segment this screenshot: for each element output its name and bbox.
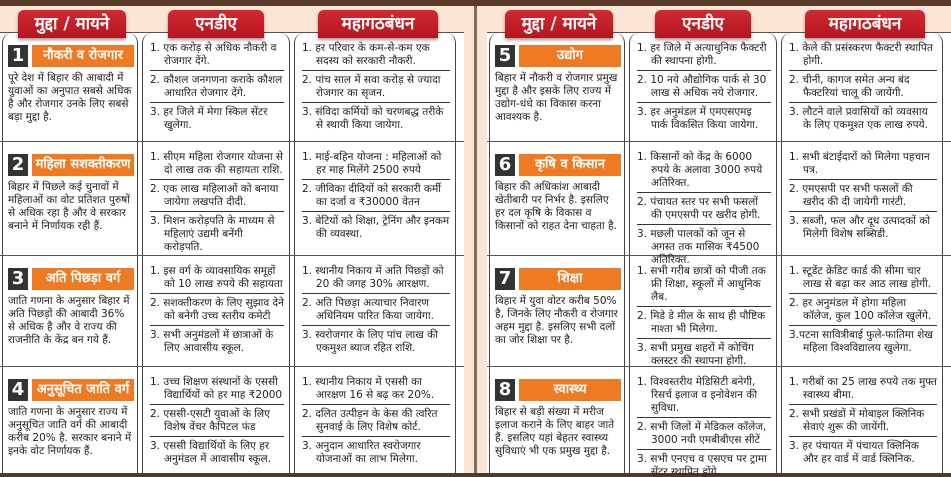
issue-row [0,367,464,474]
issue-description: बिहार में युवा वोटर करीब 50% है, जिनके लिए नौकरी व रोजगार अहम मुद्दा है. इसलिए सभी दलों का जोर शिक्षा पर है. [495,295,618,346]
promise-item: 1. सभी बंटाईदारों को मिलेगा पहचान पत्र. [789,150,937,180]
mahagathbandhan-promises [302,264,450,359]
promise-item: 1. विश्वस्तरीय मेडिसिटी बनेगी, रिसर्च इलाज व इनोवेशन की सुविधा. [637,375,771,418]
promise-item: 1. उच्च शिक्षण संस्थानों के एससी विद्यार्थियों को हर माह ₹2000 [150,375,284,405]
promise-item: 2. जीविका दीदियों को सरकारी कर्मी का दर्जा व ₹30000 वेतन [302,182,450,212]
promise-item: 3. मछली पालकों को जून से अगस्त तक मासिक ₹4500 अतिरिक्त. [637,228,760,266]
nda-promises [637,41,771,136]
issue-cell [8,268,134,347]
issue-title: नौकरी व रोजगार [32,45,134,67]
issue-title-bar [495,379,621,401]
issue-description: बिहार में नौकरी व रोजगार प्रमुख मुद्दा है और इसके लिए राज्य में उद्योग-धंधे का विकास करना आवश्यक है. [495,72,618,123]
promise-item: 1. किसानों को केंद्र के 6000 रुपये के अलावा 3000 रुपये अतिरिक्त. [637,150,771,193]
nda-promises [637,264,771,372]
issue-title: शिक्षा [519,268,621,290]
issue-cell [495,45,621,124]
promise-item: 3. अनुदान आधारित स्वरोजगार योजनाओं का लाभ मिलेगा. [302,440,421,465]
issue-title-bar [8,154,134,176]
nda-promises [150,150,284,258]
issue-number-badge: 4 [8,379,28,401]
mahagathbandhan-promises [302,41,450,136]
promise-item: 2. दलित उत्पीड़न के केस की त्वरित सुनवाई के लिए विशेष कोर्ट. [302,407,450,437]
issue-row [0,33,464,142]
issue-description: बिहार में पिछले कई चुनावों में महिलाओं का वोट प्रतिशत पुरुषों से अधिक रहा है और वे सरकार बनाने में निर्णायक रही हैं. [8,181,130,232]
issue-number-badge: 3 [8,268,28,290]
comparison-grid [487,32,951,477]
promise-item: 1. हर परिवार के कम-से-कम एक सदस्य को सरकारी नौकरी. [302,41,450,71]
promise-item: 2. सभी प्रखंडों में मोबाइल क्लिनिक सेवाएं शुरू की जायेंगी. [789,407,937,437]
comparison-grid [0,32,464,473]
promise-item: 2. पांच साल में सवा करोड़ से ज्यादा रोजगार का सृजन. [302,73,450,103]
promise-item: 2. चीनी, कागज समेत अन्य बंद फैक्टरियां चालू की जायेंगी. [789,73,937,103]
issue-title-bar [8,379,134,401]
issue-cell [495,379,621,458]
issue-title: महिला सशक्तीकरण [32,154,134,176]
nda-promises [637,375,771,477]
issue-row [487,367,951,477]
issue-title: उद्योग [519,45,621,67]
column-headers [487,8,951,38]
promise-item: 2. मिडे डे मील के साथ ही पौष्टिक नाश्ता भी मिलेगा. [637,309,771,339]
promise-item: 2. पंचायत स्तर पर सभी फसलों की एमएसपी पर खरीद होगी. [637,195,771,225]
promise-item: 3. हर पंचायत में पंचायत क्लिनिक और हर वार्ड में वार्ड क्लिनिक. [789,440,919,465]
promise-item: 1. इस वर्ग के व्यावसायिक समूहों को 10 लाख रुपये की सहायता [150,264,284,294]
promise-item: 1. गरीबों का 25 लाख रुपये तक मुफ्त स्वास्थ्य बीमा. [789,375,937,405]
issue-cell [8,154,134,233]
mahagathbandhan-promises [789,264,937,359]
nda-promises [637,150,771,271]
issue-description: बिहार से बड़ी संख्या में मरीज इलाज कराने के लिए बाहर जाते हैं. इसलिए यहां बेहतर स्वास्थ्य सुविधाएं भी एक प्रमुख मुद्दा है. [495,406,615,457]
right-panel [487,8,951,477]
issue-row [487,142,951,266]
issue-title: कृषि व किसान [519,154,621,176]
promise-item: 2. अति पिछड़ा अत्याचार निवारण अधिनियम पारित किया जायेगा. [302,296,450,326]
promise-item: 1. स्थानीय निकाय में अति पिछड़ों को 20 की जगह 30% आरक्षण. [302,264,450,294]
promise-item: 3. एससी विद्यार्थियों के लिए हर अनुमंडल में आवासीय स्कूल. [150,440,271,465]
promise-item: 3. मिशन करोड़पति के माध्यम से महिलाएं उद्यमी बनेंगी करोड़पति. [150,215,275,253]
issue-title: स्वास्थ्य [519,379,621,401]
issue-title-bar [495,268,621,290]
issue-cell [8,379,134,458]
promise-item: 2. हर अनुमंडल में होगा महिला कॉलेज, कुल 100 कॉलेज खुलेंगे. [789,296,937,326]
promise-item: 2. सशक्तीकरण के लिए सुझाव देने को बनेगी उच्च स्तरीय कमेटी [150,296,284,326]
issue-title-bar [495,154,621,176]
promise-item: 3. लौटने वाले प्रवासियों को व्यवसाय के लिए एकमुश्त एक लाख रुपये. [789,106,928,131]
nda-promises [150,41,284,136]
header-nda: एनडीए [168,10,264,38]
promise-item: 1. सीएम महिला रोजगार योजना से दो लाख तक की सहायता राशि. [150,150,284,180]
left-panel [0,8,464,473]
promise-item: 3. हर अनुमंडल में एमएसएमइ पार्क विकसित किया जायेगा. [637,106,759,131]
promise-item: 3. संविदा कर्मियों को चरणबद्ध तरीके से स्थायी किया जायेगा. [302,106,444,131]
issue-title-bar [495,45,621,67]
promise-item: 3. सभी प्रमुख शहरों में कोचिंग क्लस्टर की स्थापना होगी. [637,342,754,367]
promise-item: 2. एमएसपी पर सभी फसलों की खरीद की दी जायेगी गारंटी. [789,182,937,212]
issue-row [0,142,464,256]
promise-item: 3. सभी अनुमंडलों में छात्राओं के लिए आवासीय स्कूल. [150,329,274,354]
center-divider [474,6,477,473]
issue-title: अनुसूचित जाति वर्ग [32,379,134,401]
promise-item: 1. सभी गरीब छात्रों को पीजी तक फ्री शिक्षा, स्कूलों में आधुनिक लैब. [637,264,771,307]
issue-cell [495,268,621,347]
mahagathbandhan-promises [302,150,450,245]
promise-item: 2. कौशल जनगणना कराके कौशल आधारित रोजगार देंगे. [150,73,284,103]
issue-description: बिहार की अधिकांश आबादी खेतीबारी पर निर्भर है. इसलिए हर दल कृषि के विकास व किसानों को राहत देना चाहता है. [495,181,617,232]
issue-cell [495,154,621,233]
issue-description: जाति गणना के अनुसार बिहार में अति पिछड़ों की आबादी 36% से अधिक है और वे राज्य की राजनीति के केंद्र बन गये हैं. [8,295,130,346]
promise-item: 2. सभी जिलों में मेडिकल कॉलेज, 3000 नयी एमबीबीएस सीटें [637,420,771,450]
promise-item: 1. स्टूडेंट क्रेडिट कार्ड की सीमा चार लाख से बढ़ा कर आठ लाख होगी. [789,264,937,294]
promise-item: 3. सभी एनएच व एसएच पर ट्रामा सेंटर स्थापित होंगे. [637,453,767,477]
issue-title-bar [8,45,134,67]
promise-item: 3. बेटियों को शिक्षा, ट्रेनिंग और इनकम की व्यवस्था. [302,215,450,240]
nda-promises [150,375,284,470]
header-mahagathbandhan: महागठबंधन [805,10,925,38]
promise-item: 3. हर जिले में मेगा स्किल सेंटर खुलेगा. [150,106,268,131]
promise-item: 2. 10 नये औद्योगिक पार्क से 30 लाख से अधिक नये रोजगार. [637,73,771,103]
promise-item: 2. एससी-एसटी युवाओं के लिए विशेष वेंचर कैपिटल फंड [150,407,284,437]
mahagathbandhan-promises [302,375,450,470]
issue-row [487,256,951,367]
mahagathbandhan-promises [789,41,937,136]
issue-number-badge: 5 [495,45,515,67]
issue-description: जाति गणना के अनुसार राज्य में अनुसूचित जाति वर्ग की आबादी करीब 20% है. सरकार बनाने में इनके वोट निर्णायक हैं. [8,406,132,457]
promise-item: 3. सब्जी, फल और दूध उत्पादकों को मिलेगी विशेष सब्सिडी. [789,215,931,240]
issue-title-bar [8,268,134,290]
promise-item: 3.पटना सावित्रीबाई फुले-फातिमा शेख महिला विश्वविद्यालय खुलेगा. [789,329,933,354]
header-issue: मुद्दा / मायने [18,10,126,38]
issue-number-badge: 1 [8,45,28,67]
promise-item: 1. एक करोड़ से अधिक नौकरी व रोजगार देंगे. [150,41,284,71]
nda-promises [150,264,284,359]
issue-number-badge: 8 [495,379,515,401]
issue-number-badge: 7 [495,268,515,290]
promise-item: 1. हर जिले में अत्याधुनिक फैक्टरी की स्थापना होगी. [637,41,771,71]
promise-item: 1. माई-बहिन योजना : महिलाओं को हर माह मिलेंगे 2500 रुपये [302,150,450,180]
header-mahagathbandhan: महागठबंधन [318,10,438,38]
issue-cell [8,45,134,124]
issue-number-badge: 6 [495,154,515,176]
promise-item: 1. स्थानीय निकाय में एससी का आरक्षण 16 से बढ़ कर 20%. [302,375,450,405]
issue-row [487,33,951,142]
header-nda: एनडीए [655,10,751,38]
promise-item: 1. केले की प्रसंस्करण फैक्टरी स्थापित होगी. [789,41,937,71]
issue-number-badge: 2 [8,154,28,176]
mahagathbandhan-promises [789,150,937,245]
promise-item: 3. स्वरोजगार के लिए पांच लाख की एकमुश्त ब्याज रहित राशि. [302,329,438,354]
promise-item: 2. एक लाख महिलाओं को बनाया जायेगा लखपति दीदी. [150,182,284,212]
issue-row [0,256,464,367]
issue-description: पूरे देश में बिहार की आबादी में युवाओं का अनुपात सबसे अधिक है और रोजगार उनके लिए सबसे बड़ा मुद्दा है. [8,72,132,123]
mahagathbandhan-promises [789,375,937,470]
column-headers [0,8,464,38]
header-issue: मुद्दा / मायने [505,10,613,38]
issue-title: अति पिछड़ा वर्ग [32,268,134,290]
